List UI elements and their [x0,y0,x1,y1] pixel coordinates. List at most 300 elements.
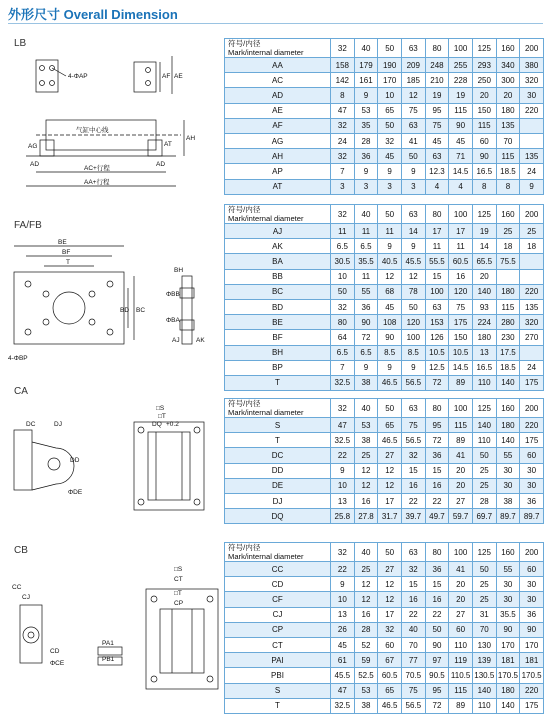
diameter-header: 50 [378,39,402,58]
dimension-value: 22 [425,493,449,508]
table-row [225,254,544,269]
dimension-value: 30 [496,478,520,493]
dimension-value: 181 [520,653,544,668]
dimension-value: 41 [449,448,473,463]
dimension-value: 90 [378,330,402,345]
dimension-code: CJ [225,607,331,622]
dimension-value: 9 [401,164,425,179]
dimension-value: 60.5 [449,254,473,269]
dimension-value [520,254,544,269]
diameter-header: 100 [449,399,473,418]
dimension-code: AH [225,149,331,164]
dimension-value: 20 [449,463,473,478]
dimension-value: 32 [331,299,355,314]
dimension-value: 35 [354,118,378,133]
dimension-value: 13 [331,493,355,508]
dimension-value: 60 [378,637,402,652]
dimension-value: 170.5 [520,668,544,683]
dimension-value: 181 [496,653,520,668]
dimension-code: CC [225,562,331,577]
dimension-value: 250 [472,73,496,88]
dimension-value: 55 [496,562,520,577]
dimension-code: DJ [225,493,331,508]
dimension-value: 9 [354,360,378,375]
diameter-header: 80 [425,205,449,224]
dimension-value: 32 [331,118,355,133]
dimension-value: 72 [425,698,449,713]
dimension-value: 75 [401,418,425,433]
dimension-value: 25 [472,463,496,478]
table-row [225,58,544,73]
dimension-value: 25 [354,562,378,577]
dimension-value: 220 [520,284,544,299]
ca-s-label: □S [156,405,165,412]
dimension-value [520,269,544,284]
dimension-value: 8 [496,179,520,194]
dimension-value: 47 [331,103,355,118]
diameter-header: 125 [472,399,496,418]
dimension-value: 180 [496,103,520,118]
dimension-value: 63 [425,149,449,164]
dimension-value: 25 [472,577,496,592]
dimension-value: 185 [401,73,425,88]
dimension-value: 13 [472,345,496,360]
dimension-value: 46.5 [378,433,402,448]
diameter-header: 32 [331,399,355,418]
dimension-value: 16 [401,592,425,607]
dimension-code: AF [225,118,331,133]
section-label-cb: CB [14,545,28,556]
dimension-value: 45.5 [401,254,425,269]
diameter-header: 200 [520,39,544,58]
dimension-value: 11 [354,269,378,284]
fa-t-label: T [66,259,70,266]
header-symbol-en: Mark/internal diameter [228,552,304,561]
dimension-code: PBI [225,668,331,683]
dimension-value: 18 [520,239,544,254]
dimension-value: 39.7 [401,509,425,524]
dimension-value: 67 [378,653,402,668]
dimension-value: 9 [331,463,355,478]
diameter-header: 125 [472,39,496,58]
dimension-value: 50 [401,149,425,164]
dimension-value: 190 [378,58,402,73]
dimension-value: 45 [425,133,449,148]
dimension-value: 7 [331,360,355,375]
diameter-header: 63 [401,39,425,58]
dimension-value: 90 [520,622,544,637]
dimension-code: AC [225,73,331,88]
dimension-code: T [225,698,331,713]
dimension-value: 10 [331,592,355,607]
dimension-value: 4 [449,179,473,194]
cb-s-label: □S [174,566,183,573]
dimension-value: 110 [449,637,473,652]
diameter-header: 40 [354,39,378,58]
dimension-value: 53 [354,103,378,118]
dimension-code: S [225,418,331,433]
dimension-value: 75 [449,299,473,314]
lb-af-label: AF [162,73,171,80]
dimension-value: 18.5 [496,164,520,179]
dimension-value: 59.7 [449,509,473,524]
dimension-value: 140 [472,418,496,433]
dimension-code: AT [225,179,331,194]
dimension-value: 8.5 [401,345,425,360]
table-row [225,562,544,577]
header-symbol-en: Mark/internal diameter [228,408,304,417]
table-row [225,683,544,698]
dimension-value: 12 [378,577,402,592]
dimension-value: 175 [520,375,544,390]
dimension-code: S [225,683,331,698]
dimension-value: 72 [425,433,449,448]
dimension-value: 17 [449,224,473,239]
lb-stroke-aa: AA+行程 [84,179,110,186]
table-row [225,73,544,88]
header-symbol-en: Mark/internal diameter [228,48,304,57]
dimension-value: 30 [520,463,544,478]
cb-cp-label: CP [174,600,184,607]
dimension-value: 9 [401,360,425,375]
section-label-lb: LB [14,38,27,49]
dimension-value: 49.7 [425,509,449,524]
cb-cj-label: CJ [22,594,30,601]
dimension-value: 46.5 [378,375,402,390]
table-row [225,133,544,148]
fa-bd-label: BD [120,307,130,314]
table-row [225,653,544,668]
dimension-value: 7 [331,164,355,179]
dimension-value: 30 [520,88,544,103]
dimension-value: 11 [331,224,355,239]
dimension-value: 50 [378,118,402,133]
dimension-value: 32 [331,149,355,164]
dimension-value: 115 [496,299,520,314]
dimension-value: 12 [354,463,378,478]
dimension-value: 45 [378,299,402,314]
table-row [225,668,544,683]
table-header-row [225,399,544,418]
table-row [225,164,544,179]
dimension-value: 50 [472,448,496,463]
table-row [225,315,544,330]
dimension-code: T [225,375,331,390]
dimension-value: 220 [520,418,544,433]
dimension-value: 17 [378,493,402,508]
dimension-value: 70 [472,622,496,637]
dimension-value: 20 [472,269,496,284]
dimension-code: CT [225,637,331,652]
table-row [225,179,544,194]
dimension-value: 35.5 [354,254,378,269]
dimension-value: 72 [354,330,378,345]
dimension-value: 60 [520,562,544,577]
dimension-value: 18.5 [496,360,520,375]
dimension-code: BC [225,284,331,299]
fa-ba-label: ΦBA [166,317,180,324]
dimension-value: 45.5 [331,668,355,683]
dimension-value: 126 [425,330,449,345]
dimension-value: 27.8 [354,509,378,524]
table-row [225,299,544,314]
fa-bp-label: 4-ΦBP [8,355,28,362]
dimension-value: 175 [520,433,544,448]
ca-dq-label: DQ [152,421,162,428]
cb-cc-label: CC [12,584,22,591]
dimension-value: 95 [425,418,449,433]
dimension-value: 17 [425,224,449,239]
dimension-value: 8 [331,88,355,103]
diameter-header: 125 [472,543,496,562]
dimension-value: 6.5 [354,239,378,254]
dimension-value: 61 [331,653,355,668]
lb-foot-mount-drawing [6,50,220,200]
dimension-code: DD [225,463,331,478]
dimension-value: 35.5 [496,607,520,622]
dimension-value: 15 [401,463,425,478]
diameter-header: 100 [449,543,473,562]
section-label-ca: CA [14,386,28,397]
dimension-value: 36 [425,562,449,577]
dimension-value: 28 [354,622,378,637]
dimension-value: 10 [331,478,355,493]
dimension-value: 50 [401,299,425,314]
dimension-value: 142 [331,73,355,88]
dimension-value: 210 [425,73,449,88]
dimension-value: 20 [449,577,473,592]
dimension-code: BE [225,315,331,330]
dimension-value: 115 [449,103,473,118]
dimension-code: DQ [225,509,331,524]
dimension-code: BA [225,254,331,269]
dimension-code: BP [225,360,331,375]
dimension-code: DE [225,478,331,493]
dimension-value: 135 [520,149,544,164]
dimension-value: 22 [401,493,425,508]
dimension-value: 64 [331,330,355,345]
table-row [225,493,544,508]
dimension-value: 89 [449,375,473,390]
dimension-value: 14.5 [449,360,473,375]
dimension-value: 115 [449,683,473,698]
dimension-value: 170 [378,73,402,88]
dimension-value: 14 [401,224,425,239]
dimension-value: 180 [496,418,520,433]
dimension-value: 110 [472,698,496,713]
table-ca [224,398,544,524]
cb-pb-label: PB1 [102,656,115,663]
dimension-code: PAI [225,653,331,668]
diameter-header: 40 [354,399,378,418]
dimension-code: AE [225,103,331,118]
diameter-header: 40 [354,543,378,562]
ca-dq-tolerance: +0.2 [166,421,179,428]
dimension-value: 11 [425,239,449,254]
dimension-value: 75 [425,118,449,133]
table-row [225,622,544,637]
dimension-value: 95 [425,103,449,118]
table-row [225,418,544,433]
dimension-value: 65.5 [472,254,496,269]
dimension-value: 175 [449,315,473,330]
section-label-fa-fb: FA/FB [14,220,42,231]
dimension-value: 4 [425,179,449,194]
lb-ae-label: AE [174,73,183,80]
dimension-value: 65 [378,683,402,698]
dimension-value: 56.5 [401,433,425,448]
dimension-value: 36 [354,299,378,314]
dimension-value: 27 [378,448,402,463]
lb-ad-label: AD [30,161,40,168]
page-title: 外形尺寸 Overall Dimension [8,7,178,22]
dimension-code: AJ [225,224,331,239]
dimension-value: 153 [425,315,449,330]
dimension-value: 30 [520,478,544,493]
dimension-value: 8.5 [378,345,402,360]
dimension-value: 19 [472,224,496,239]
dimension-value: 77 [401,653,425,668]
dimension-value: 72 [425,375,449,390]
dimension-value: 55.5 [425,254,449,269]
dimension-value: 15 [425,269,449,284]
dimension-value: 3 [378,179,402,194]
dimension-value: 6.5 [331,239,355,254]
dimension-code: BB [225,269,331,284]
dimension-value: 161 [354,73,378,88]
fa-bh-label: BH [174,267,184,274]
header-symbol-cell [225,39,331,58]
diameter-header: 200 [520,543,544,562]
dimension-value: 40 [401,622,425,637]
dimension-value: 9 [331,577,355,592]
table-row [225,478,544,493]
dimension-code: CD [225,577,331,592]
dimension-value: 46.5 [378,698,402,713]
dimension-value: 89.7 [520,509,544,524]
dimension-value: 70 [496,133,520,148]
dimension-value: 59 [354,653,378,668]
dimension-value: 25 [354,448,378,463]
dimension-value: 9 [378,239,402,254]
dimension-value: 26 [331,622,355,637]
ca-dc-label: DC [26,421,36,428]
dimension-value: 70 [401,637,425,652]
dimension-value: 75.5 [496,254,520,269]
cb-ct-label: CT [174,576,183,583]
dimension-value: 12 [378,478,402,493]
dimension-value: 115 [496,149,520,164]
dimension-value: 89.7 [496,509,520,524]
dimension-value: 22 [331,562,355,577]
dimension-value: 16 [449,269,473,284]
dimension-value [520,133,544,148]
dimension-value: 25.8 [331,509,355,524]
table-row [225,118,544,133]
dimension-value: 69.7 [472,509,496,524]
dimension-value: 32.5 [331,698,355,713]
dimension-value: 32 [378,133,402,148]
dimension-value: 340 [496,58,520,73]
diameter-header: 200 [520,399,544,418]
dimension-value: 32.5 [331,433,355,448]
dimension-value: 14 [472,239,496,254]
dimension-value: 24 [520,164,544,179]
dimension-value: 45 [378,149,402,164]
dimension-value: 180 [496,683,520,698]
title-divider [8,23,543,24]
dimension-value: 25 [520,224,544,239]
dimension-value: 16.5 [472,164,496,179]
dimension-value: 11 [354,224,378,239]
dimension-value: 10 [378,88,402,103]
dimension-value: 22 [331,448,355,463]
dimension-value: 90.5 [425,668,449,683]
dimension-code: CF [225,592,331,607]
dimension-value: 90 [354,315,378,330]
table-cb [224,542,544,714]
dimension-value: 30 [496,577,520,592]
dimension-value: 89 [449,698,473,713]
dimension-value: 12 [401,269,425,284]
dimension-code: BH [225,345,331,360]
dimension-value: 95 [425,683,449,698]
lb-ag-label: AG [28,143,38,150]
dimension-value: 47 [331,418,355,433]
fa-be-label: BE [58,239,67,246]
dimension-value: 6.5 [354,345,378,360]
ca-dj-label: DJ [54,421,62,428]
dimension-value: 38 [354,375,378,390]
table-row [225,433,544,448]
diameter-header: 160 [496,543,520,562]
ca-clevis-drawing [6,402,220,532]
dimension-value: 90 [472,149,496,164]
dimension-value: 300 [496,73,520,88]
dimension-value: 56.5 [401,698,425,713]
dimension-value: 36 [520,607,544,622]
dimension-value: 19 [449,88,473,103]
dimension-value: 150 [472,103,496,118]
dimension-value: 25 [496,224,520,239]
dimension-value: 320 [520,73,544,88]
dimension-value: 70.5 [401,668,425,683]
dimension-value: 3 [354,179,378,194]
cb-ce-label: ΦCE [50,660,65,667]
dimension-value: 16 [425,592,449,607]
dimension-value: 36 [354,149,378,164]
dimension-value: 110 [472,433,496,448]
dimension-value: 180 [472,330,496,345]
diameter-header: 125 [472,205,496,224]
table-row [225,698,544,713]
dimension-value: 130.5 [472,668,496,683]
lb-ah-label: AH [186,135,196,142]
dimension-value: 380 [520,58,544,73]
dimension-value: 20 [472,88,496,103]
dimension-value: 89 [449,433,473,448]
dimension-value: 140 [496,433,520,448]
dimension-value: 16.5 [472,360,496,375]
cb-cd-label: CD [50,648,60,655]
table-row [225,330,544,345]
dimension-value: 20 [449,478,473,493]
header-symbol-cell [225,205,331,224]
dimension-value: 27 [449,493,473,508]
dimension-value: 38 [354,433,378,448]
fa-aj-label: AJ [172,337,180,344]
dimension-value: 16 [401,478,425,493]
